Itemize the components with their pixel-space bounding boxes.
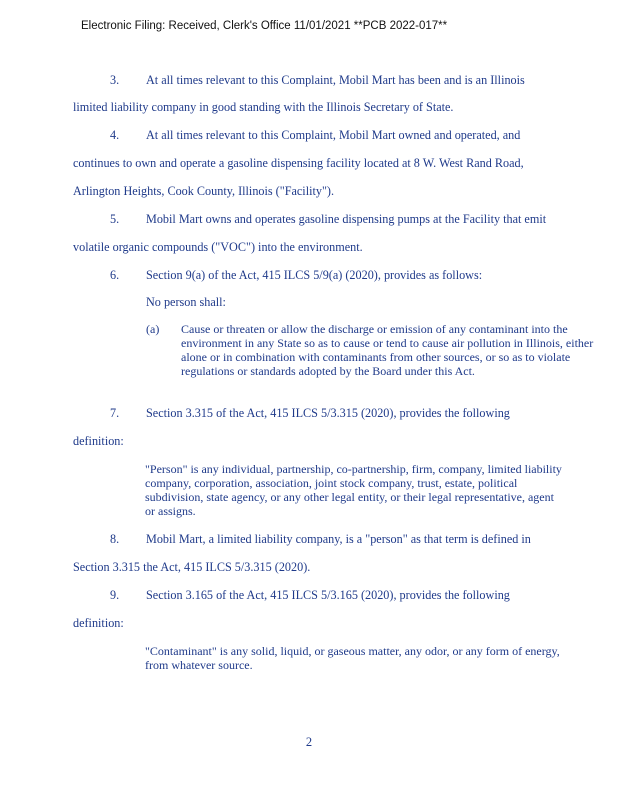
paragraph-5-line-2: volatile organic compounds ("VOC") into the environment. — [73, 240, 363, 254]
paragraph-6-intro: No person shall: — [146, 295, 226, 309]
paragraph-6-item-text: Cause or threaten or allow the discharge or emission of any contaminant into the environment in any State so as to cause or tend to cause air pollution in Illinois, either alone or in combination with contaminants from other sources, or so as to violate regulations or standards adopted by the Board under this Act. — [181, 322, 594, 378]
paragraph-8-line-2: Section 3.315 the Act, 415 ILCS 5/3.315 (2020). — [73, 560, 311, 574]
paragraph-6-number: 6. — [110, 268, 120, 282]
paragraph-3-line-2: limited liability company in good standing with the Illinois Secretary of State. — [73, 100, 454, 114]
paragraph-4-line-3: Arlington Heights, Cook County, Illinois ("Facility"). — [73, 184, 335, 198]
paragraph-7-number: 7. — [110, 406, 120, 420]
paragraph-9-number: 9. — [110, 588, 120, 602]
paragraph-5-line-1: Mobil Mart owns and operates gasoline dispensing pumps at the Facility that emit — [146, 212, 547, 226]
paragraph-3-line-1: At all times relevant to this Complaint, Mobil Mart has been and is an Illinois — [146, 73, 525, 87]
filing-stamp-header: Electronic Filing: Received, Clerk's Office 11/01/2021 **PCB 2022-017** — [81, 20, 448, 32]
paragraph-8-line-1: Mobil Mart, a limited liability company, is a "person" as that term is defined in — [146, 532, 531, 546]
paragraph-6-line-1: Section 9(a) of the Act, 415 ILCS 5/9(a) (2020), provides as follows: — [146, 268, 483, 282]
paragraph-7-quote: "Person" is any individual, partnership, co-partnership, firm, company, limited liability company, corporation, association, joint stock company, trust, estate, political subdivision, state agency, or any other legal entity, or their legal representative, agent or assigns. — [145, 462, 562, 518]
paragraph-8-number: 8. — [110, 532, 120, 546]
paragraph-4-line-1: At all times relevant to this Complaint, Mobil Mart owned and operated, and — [146, 128, 521, 142]
paragraph-7-line-2: definition: — [73, 434, 124, 448]
page-number: 2 — [305, 735, 313, 749]
paragraph-7-line-1: Section 3.315 of the Act, 415 ILCS 5/3.315 (2020), provides the following — [146, 406, 510, 420]
paragraph-9-quote: "Contaminant" is any solid, liquid, or gaseous matter, any odor, or any form of energy, from whatever source. — [145, 644, 560, 672]
paragraph-9-line-1: Section 3.165 of the Act, 415 ILCS 5/3.165 (2020), provides the following — [146, 588, 510, 602]
paragraph-4-number: 4. — [110, 128, 120, 142]
paragraph-9-line-2: definition: — [73, 616, 124, 630]
paragraph-4-line-2: continues to own and operate a gasoline dispensing facility located at 8 W. West Rand Road, — [73, 156, 524, 170]
paragraph-3-number: 3. — [110, 73, 120, 87]
paragraph-6-item-label: (a) — [146, 322, 160, 336]
paragraph-5-number: 5. — [110, 212, 120, 226]
